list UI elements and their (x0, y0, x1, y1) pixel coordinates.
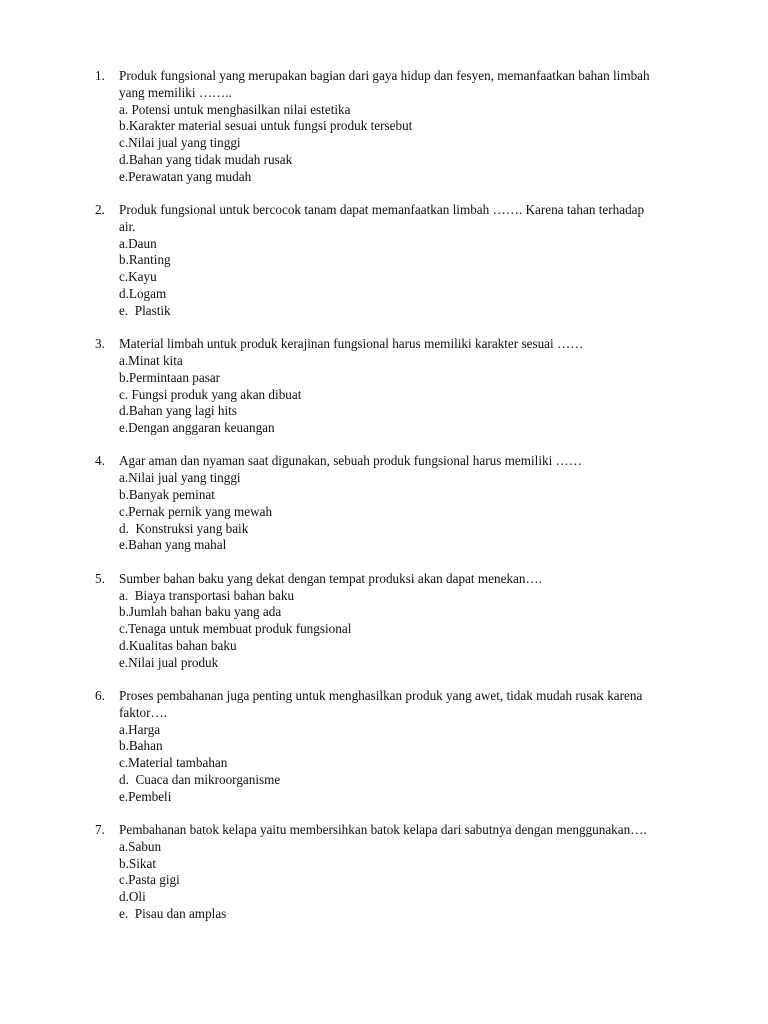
option-a: a.Daun (119, 235, 157, 251)
answer-options (119, 102, 659, 186)
option-d: d.Bahan yang lagi hits (119, 403, 237, 419)
question-text: Produk fungsional yang merupakan bagian dari gaya hidup dan fesyen, memanfaatkan bahan limbah yang memiliki …….. (119, 68, 650, 100)
option-e: e.Nilai jual produk (119, 654, 219, 670)
option-b: b.Permintaan pasar (119, 369, 221, 385)
answer-options (119, 236, 659, 320)
question-text: Produk fungsional untuk bercocok tanam dapat memanfaatkan limbah ……. Karena tahan terhadap air. (119, 202, 645, 234)
option-c: c.Pasta gigi (119, 872, 180, 888)
option-d: d.Bahan yang tidak mudah rusak (119, 151, 293, 167)
option-c: c.Tenaga untuk membuat produk fungsional (119, 621, 352, 637)
option-c: c.Nilai jual yang tinggi (119, 135, 241, 151)
option-b: b.Sikat (119, 855, 156, 871)
question-1 (0, 68, 659, 186)
option-c: c.Material tambahan (119, 755, 228, 771)
option-b: b.Karakter material sesuai untuk fungsi produk tersebut (119, 118, 413, 134)
answer-options (119, 839, 659, 923)
question-text: Material limbah untuk produk kerajinan fungsional harus memiliki karakter sesuai …… (119, 336, 584, 352)
option-a: a.Harga (119, 721, 161, 737)
question-number: 7. (95, 822, 105, 838)
question-number: 3. (95, 336, 105, 352)
option-b: b.Ranting (119, 252, 171, 268)
question-sheet (0, 68, 768, 939)
question-text: Agar aman dan nyaman saat digunakan, sebuah produk fungsional harus memiliki …… (119, 453, 582, 469)
question-number: 2. (95, 202, 105, 218)
option-a: a.Minat kita (119, 352, 183, 368)
option-d: d.Kualitas bahan baku (119, 637, 237, 653)
option-b: b.Banyak peminat (119, 487, 215, 503)
option-c: c. Fungsi produk yang akan dibuat (119, 386, 302, 402)
question-text: Proses pembahanan juga penting untuk menghasilkan produk yang awet, tidak mudah rusak karena faktor…. (119, 688, 643, 720)
option-e: e. Plastik (119, 302, 171, 318)
question-number: 6. (95, 688, 105, 703)
option-e: e.Dengan anggaran keuangan (119, 420, 275, 436)
option-e: e.Bahan yang mahal (119, 537, 227, 553)
question-number: 4. (95, 453, 105, 469)
question-2 (0, 202, 659, 320)
question-5 (0, 571, 659, 672)
question-text: Pembahanan batok kelapa yaitu membersihkan batok kelapa dari sabutnya dengan menggunakan…. (119, 822, 647, 838)
option-b: b.Jumlah bahan baku yang ada (119, 604, 282, 620)
question-3 (0, 336, 659, 437)
answer-options (119, 470, 659, 554)
option-d: d. Cuaca dan mikroorganisme (119, 771, 281, 787)
option-e: e.Pembeli (119, 788, 172, 804)
option-d: d. Konstruksi yang baik (119, 520, 249, 536)
option-b: b.Bahan (119, 738, 163, 754)
question-text: Sumber bahan baku yang dekat dengan tempat produksi akan dapat menekan…. (119, 570, 542, 586)
option-a: a.Sabun (119, 838, 162, 854)
question-6 (0, 688, 659, 806)
option-c: c.Kayu (119, 269, 157, 285)
option-a: a. Biaya transportasi bahan baku (119, 587, 295, 603)
option-e: e. Pisau dan amplas (119, 906, 227, 922)
answer-options (119, 722, 659, 806)
option-e: e.Perawatan yang mudah (119, 168, 252, 184)
question-4 (0, 453, 659, 554)
option-d: d.Oli (119, 889, 146, 905)
option-c: c.Pernak pernik yang mewah (119, 503, 273, 519)
option-d: d.Logam (119, 286, 167, 302)
option-a: a.Nilai jual yang tinggi (119, 470, 241, 486)
question-number: 5. (95, 570, 105, 586)
question-number: 1. (95, 68, 105, 83)
answer-options (119, 588, 659, 672)
question-7 (0, 822, 659, 923)
answer-options (119, 353, 659, 437)
option-a: a. Potensi untuk menghasilkan nilai estetika (119, 101, 351, 117)
